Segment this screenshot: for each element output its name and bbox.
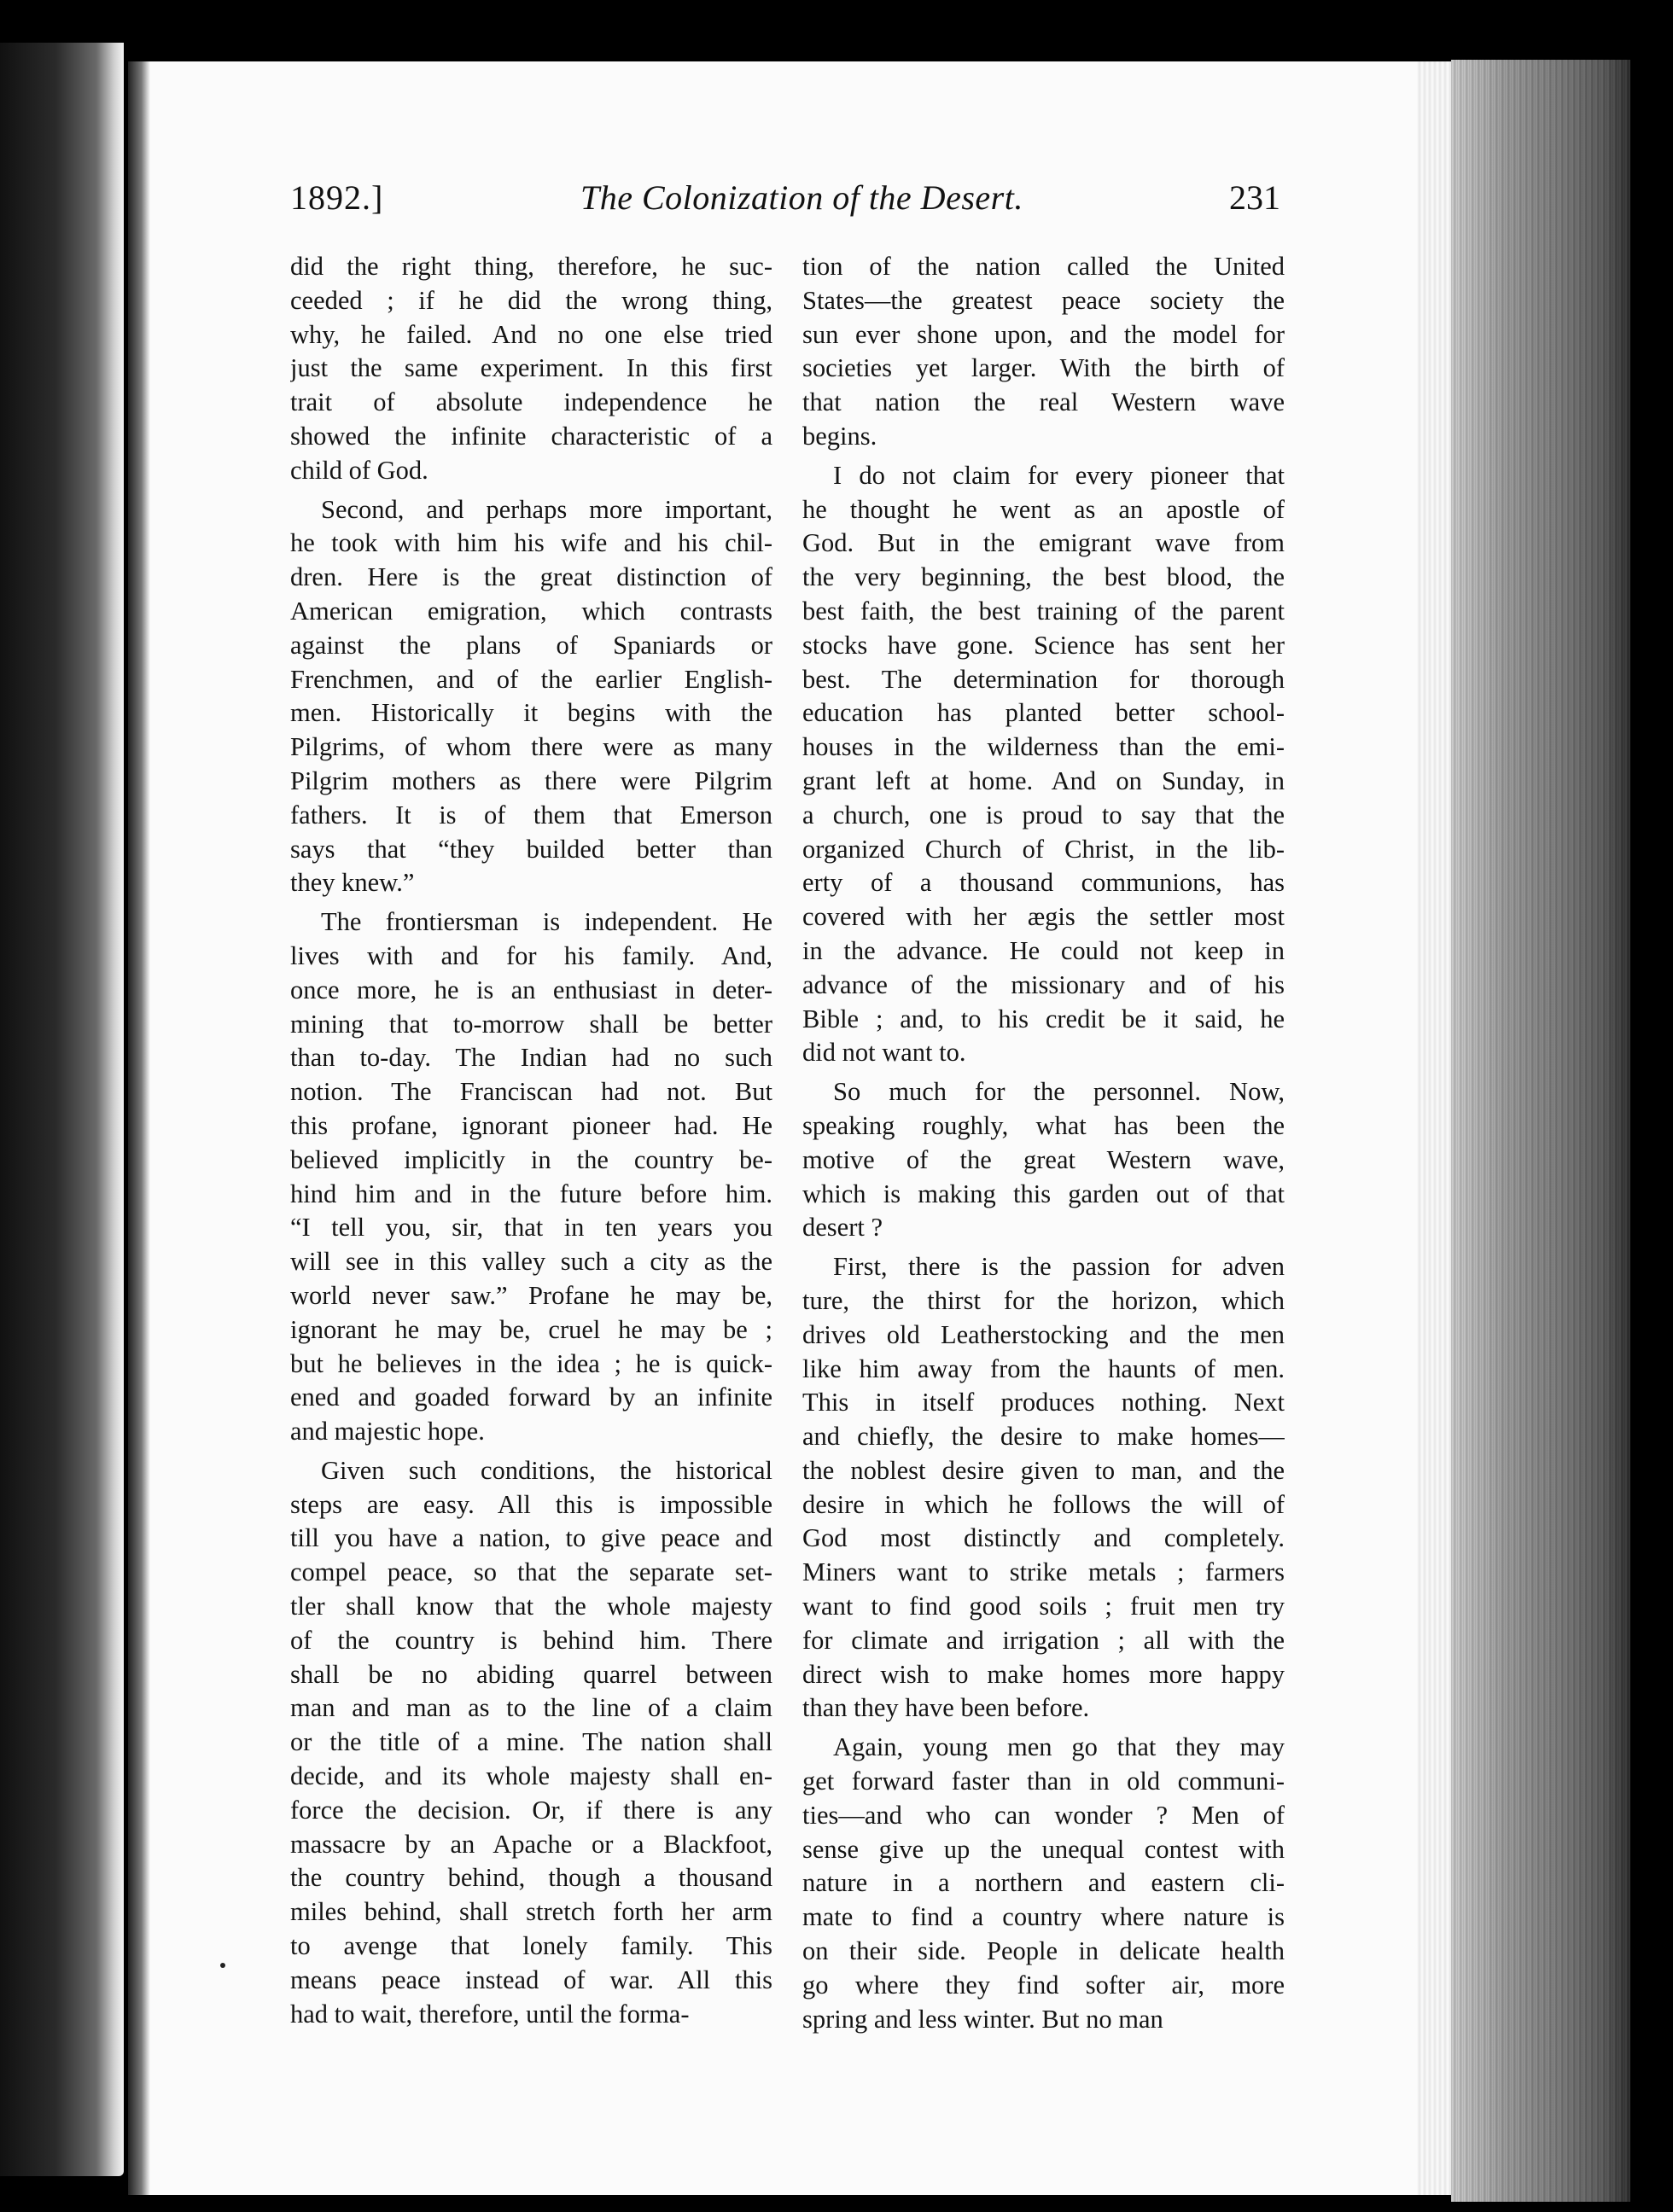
text-line: Again, young men go that they may	[833, 1732, 1285, 1762]
text-line: best faith, the best training of the parent	[802, 596, 1285, 626]
text-line: tion of the nation called the United	[802, 252, 1285, 281]
page-number: 231	[1229, 178, 1280, 217]
text-line: the country behind, though a thousand	[290, 1863, 772, 1893]
text-line: will see in this valley such a city as the	[290, 1247, 772, 1277]
text-column-left	[290, 250, 772, 2031]
text-line: like him away from the haunts of men.	[802, 1353, 1285, 1383]
text-line: for climate and irrigation ; all with the	[802, 1625, 1285, 1655]
text-line: sense give up the unequal contest with	[802, 1834, 1285, 1864]
paragraph	[290, 250, 772, 488]
text-line: Given such conditions, the historical	[321, 1455, 772, 1485]
paragraph	[802, 250, 1285, 454]
text-line: ened and goaded forward by an infinite	[290, 1382, 772, 1412]
text-line: First, there is the passion for adven	[833, 1252, 1285, 1282]
text-line: ignorant he may be, cruel he may be ;	[290, 1314, 772, 1344]
text-line: or the title of a mine. The nation shall	[290, 1727, 772, 1757]
text-line: just the same experiment. In this first	[290, 353, 772, 383]
text-line: Pilgrim mothers as there were Pilgrim	[290, 765, 772, 795]
text-line: showed the infinite characteristic of a	[290, 421, 772, 451]
text-line: Frenchmen, and of the earlier English-	[290, 664, 772, 694]
text-line: why, he failed. And no one else tried	[290, 319, 772, 349]
text-line: begins.	[802, 421, 877, 451]
text-line: shall be no abiding quarrel between	[290, 1659, 772, 1689]
text-line: organized Church of Christ, in the lib-	[802, 834, 1285, 864]
text-line: means peace instead of war. All this	[290, 1965, 772, 1994]
text-line: compel peace, so that the separate set-	[290, 1557, 772, 1587]
text-line: did not want to.	[802, 1038, 966, 1068]
text-line: Pilgrims, of whom there were as many	[290, 732, 772, 762]
text-line: dren. Here is the great distinction of	[290, 562, 772, 592]
text-line: on their side. People in delicate health	[802, 1936, 1285, 1966]
text-line: nature in a northern and eastern cli-	[802, 1868, 1285, 1898]
text-line: this profane, ignorant pioneer had. He	[290, 1110, 772, 1140]
text-line: steps are easy. All this is impossible	[290, 1489, 772, 1519]
text-line: mining that to-morrow shall be better	[290, 1009, 772, 1039]
text-line: ceeded ; if he did the wrong thing,	[290, 285, 772, 315]
text-line: till you have a nation, to give peace and	[290, 1523, 772, 1553]
paragraph	[290, 493, 772, 901]
paragraph	[802, 459, 1285, 1070]
running-head	[290, 178, 1280, 229]
text-line: man and man as to the line of a claim	[290, 1693, 772, 1723]
running-head-year: 1892.]	[290, 178, 384, 217]
text-line: education has planted better school-	[802, 698, 1285, 728]
text-line: he thought he went as an apostle of	[802, 494, 1285, 524]
text-line: want to find good soils ; fruit men try	[802, 1592, 1285, 1621]
text-line: child of God.	[290, 455, 428, 485]
text-line: but he believes in the idea ; he is quick-	[290, 1348, 772, 1378]
text-line: motive of the great Western wave,	[802, 1144, 1285, 1174]
text-line: massacre by an Apache or a Blackfoot,	[290, 1829, 772, 1859]
text-line: and chiefly, the desire to make homes—	[802, 1422, 1285, 1452]
text-line: once more, he is an enthusiast in deter-	[290, 975, 772, 1004]
text-line: tler shall know that the whole majesty	[290, 1592, 772, 1621]
text-line: desert ?	[802, 1213, 883, 1243]
text-line: go where they find softer air, more	[802, 1970, 1285, 2000]
text-line: says that “they builded better than	[290, 834, 772, 864]
text-line: direct wish to make homes more happy	[802, 1659, 1285, 1689]
text-line: decide, and its whole majesty shall en-	[290, 1761, 772, 1791]
text-line: they knew.”	[290, 868, 415, 898]
text-line: trait of absolute independence he	[290, 387, 772, 417]
text-line: covered with her ægis the settler most	[802, 902, 1285, 932]
text-line: houses in the wilderness than the emi-	[802, 732, 1285, 762]
text-line: that nation the real Western wave	[802, 387, 1285, 417]
text-line: societies yet larger. With the birth of	[802, 353, 1285, 383]
text-line: Second, and perhaps more important,	[321, 494, 772, 524]
text-column-right	[802, 250, 1285, 2036]
paragraph	[802, 1731, 1285, 2036]
text-line: get forward faster than in old communi-	[802, 1767, 1285, 1796]
text-line: world never saw.” Profane he may be,	[290, 1280, 772, 1310]
text-line: a church, one is proud to say that the	[802, 800, 1285, 830]
text-line: notion. The Franciscan had not. But	[290, 1077, 772, 1107]
text-line: against the plans of Spaniards or	[290, 630, 772, 660]
text-line: in the advance. He could not keep in	[802, 935, 1285, 965]
text-line: which is making this garden out of that	[802, 1179, 1285, 1208]
text-line: to avenge that lonely family. This	[290, 1931, 772, 1961]
paragraph	[802, 1075, 1285, 1245]
text-line: The frontiersman is independent. He	[321, 907, 772, 937]
page-gutter-shadow	[128, 61, 150, 2195]
text-line: “I tell you, sir, that in ten years you	[290, 1213, 772, 1243]
text-line: speaking roughly, what has been the	[802, 1110, 1285, 1140]
book-block-edge	[1451, 60, 1630, 2202]
text-line: God. But in the emigrant wave from	[802, 528, 1285, 558]
text-line: God most distinctly and completely.	[802, 1523, 1285, 1553]
text-line: believed implicitly in the country be-	[290, 1144, 772, 1174]
left-page-edge	[0, 43, 124, 2176]
text-line: men. Historically it begins with the	[290, 698, 772, 728]
paragraph	[290, 905, 772, 1449]
text-line: spring and less winter. But no man	[802, 2004, 1163, 2034]
text-line: the very beginning, the best blood, the	[802, 562, 1285, 592]
text-line: mate to find a country where nature is	[802, 1902, 1285, 1932]
text-line: force the decision. Or, if there is any	[290, 1795, 772, 1825]
text-line: erty of a thousand communions, has	[802, 868, 1285, 898]
text-line: drives old Leatherstocking and the men	[802, 1319, 1285, 1349]
text-line: advance of the missionary and of his	[802, 969, 1285, 999]
text-line: desire in which he follows the will of	[802, 1489, 1285, 1519]
text-line: best. The determination for thorough	[802, 664, 1285, 694]
text-line: This in itself produces nothing. Next	[802, 1388, 1285, 1417]
text-line: of the country is behind him. There	[290, 1625, 772, 1655]
text-line: So much for the personnel. Now,	[833, 1077, 1285, 1107]
text-line: States—the greatest peace society the	[802, 285, 1285, 315]
text-line: miles behind, shall stretch forth her arm	[290, 1897, 772, 1927]
text-line: I do not claim for every pioneer that	[833, 460, 1285, 490]
text-line: ture, the thirst for the horizon, which	[802, 1285, 1285, 1315]
text-line: grant left at home. And on Sunday, in	[802, 765, 1285, 795]
margin-dot	[220, 1963, 225, 1968]
paragraph	[290, 1454, 772, 2032]
text-line: sun ever shone upon, and the model for	[802, 319, 1285, 349]
paragraph	[802, 1250, 1285, 1726]
text-line: Bible ; and, to his credit be it said, he	[802, 1004, 1285, 1033]
text-line: than they have been before.	[802, 1693, 1090, 1723]
text-line: he took with him his wife and his chil-	[290, 528, 772, 558]
text-line: lives with and for his family. And,	[290, 940, 772, 970]
text-line: the noblest desire given to man, and the	[802, 1455, 1285, 1485]
text-line: ties—and who can wonder ? Men of	[802, 1800, 1285, 1830]
running-head-title: The Colonization of the Desert.	[580, 178, 1023, 217]
text-line: Miners want to strike metals ; farmers	[802, 1557, 1285, 1587]
text-line: hind him and in the future before him.	[290, 1179, 772, 1208]
text-line: stocks have gone. Science has sent her	[802, 630, 1285, 660]
text-line: had to wait, therefore, until the forma-	[290, 1999, 690, 2029]
text-line: did the right thing, therefore, he suc-	[290, 252, 772, 281]
text-line: than to-day. The Indian had no such	[290, 1043, 772, 1073]
text-line: and majestic hope.	[290, 1417, 485, 1447]
text-line: fathers. It is of them that Emerson	[290, 800, 772, 830]
text-line: American emigration, which contrasts	[290, 596, 772, 626]
